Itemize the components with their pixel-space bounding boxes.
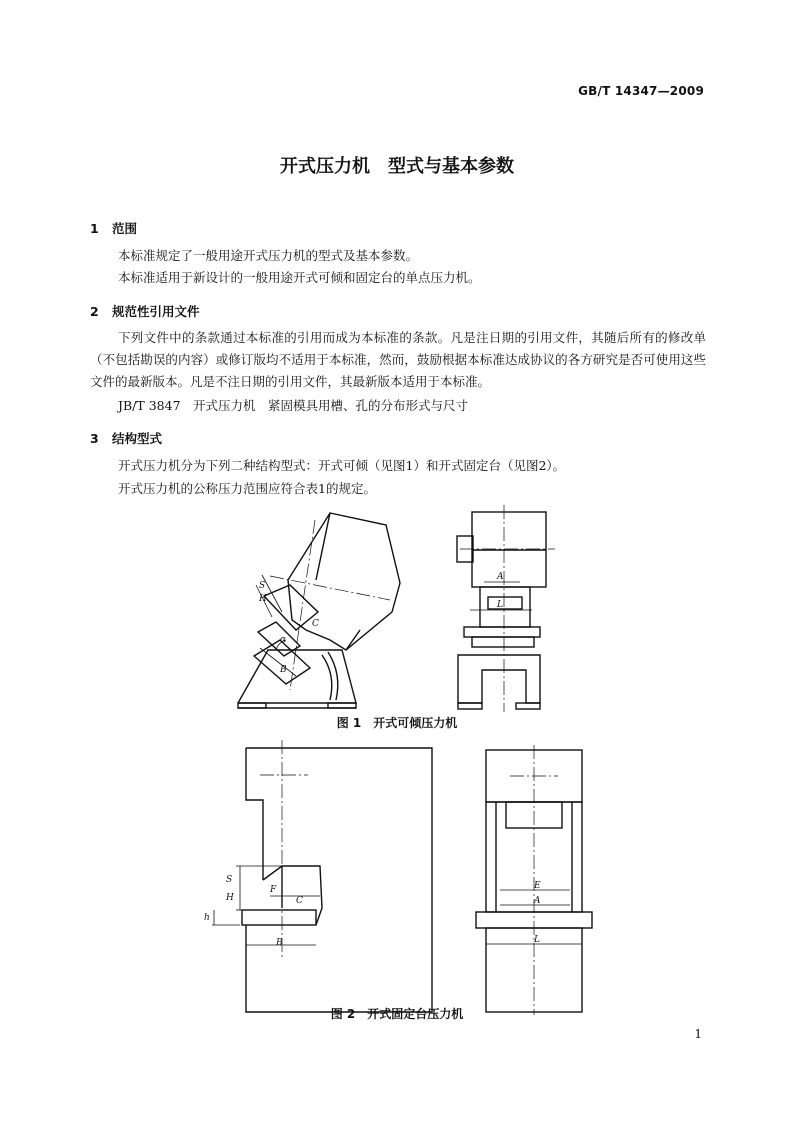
fig2-label-e: E — [534, 881, 541, 891]
fig1-label-c: C — [312, 619, 319, 629]
section-title: 规范性引用文件 — [112, 304, 200, 319]
standard-number: GB/T 14347—2009 — [578, 84, 704, 98]
figure-2-front-view — [476, 745, 592, 1015]
figure-1-caption: 图 1 开式可倾压力机 — [336, 716, 458, 730]
fig2-label-h: H — [226, 893, 234, 903]
fig1-label-a: A — [497, 572, 504, 582]
page-title: 开式压力机 型式与基本参数 — [280, 156, 514, 177]
fig2-label-a: A — [534, 896, 541, 906]
section-1-line-1: 本标准规定了一般用途开式压力机的型式及基本参数。 — [118, 248, 419, 263]
fig1-label-h: H — [259, 594, 267, 604]
fig1-label-s: S — [259, 581, 266, 591]
fig2-label-s: S — [226, 875, 233, 885]
fig2-label-b: B — [276, 938, 283, 948]
section-title: 结构型式 — [112, 431, 163, 446]
section-2-paragraph: 下列文件中的条款通过本标准的引用而成为本标准的条款。凡是注日期的引用文件，其随后所有的修改单（不包括勘误的内容）或修订版均不适用于本标准，然而，鼓励根据本标准达成协议的各方研究是否可使用这些文件的最新版本。凡是不注日期的引用文件，其最新版本适用于本标准。 — [90, 330, 706, 389]
fig1-label-alpha: α — [280, 635, 287, 645]
section-1-line-2: 本标准适用于新设计的一般用途开式可倾和固定台的单点压力机。 — [118, 270, 481, 285]
section-3-line-2: 开式压力机的公称压力范围应符合表1的规定。 — [118, 481, 376, 496]
fig2-label-small-h: h — [204, 913, 210, 923]
fig2-label-f: F — [270, 885, 277, 895]
section-title: 范围 — [112, 221, 138, 236]
figure-1-side-view — [238, 513, 400, 708]
figure-2-caption: 图 2 开式固定台压力机 — [330, 1007, 464, 1021]
section-number: 2 — [90, 304, 99, 319]
page-number: 1 — [694, 1027, 702, 1041]
fig1-label-l: L — [497, 600, 503, 610]
section-number: 3 — [90, 431, 99, 446]
fig2-label-l: L — [534, 935, 540, 945]
figure-1-front-view — [457, 505, 555, 712]
figure-2-side-view — [204, 740, 432, 1012]
section-number: 1 — [90, 221, 99, 236]
section-2-reference: JB/T 3847 开式压力机 紧固模具用槽、孔的分布形式与尺寸 — [118, 398, 469, 413]
fig1-label-b: B — [280, 665, 287, 675]
fig2-label-c: C — [296, 896, 303, 906]
section-3-line-1: 开式压力机分为下列二种结构型式：开式可倾（见图1）和开式固定台（见图2）。 — [118, 458, 566, 473]
